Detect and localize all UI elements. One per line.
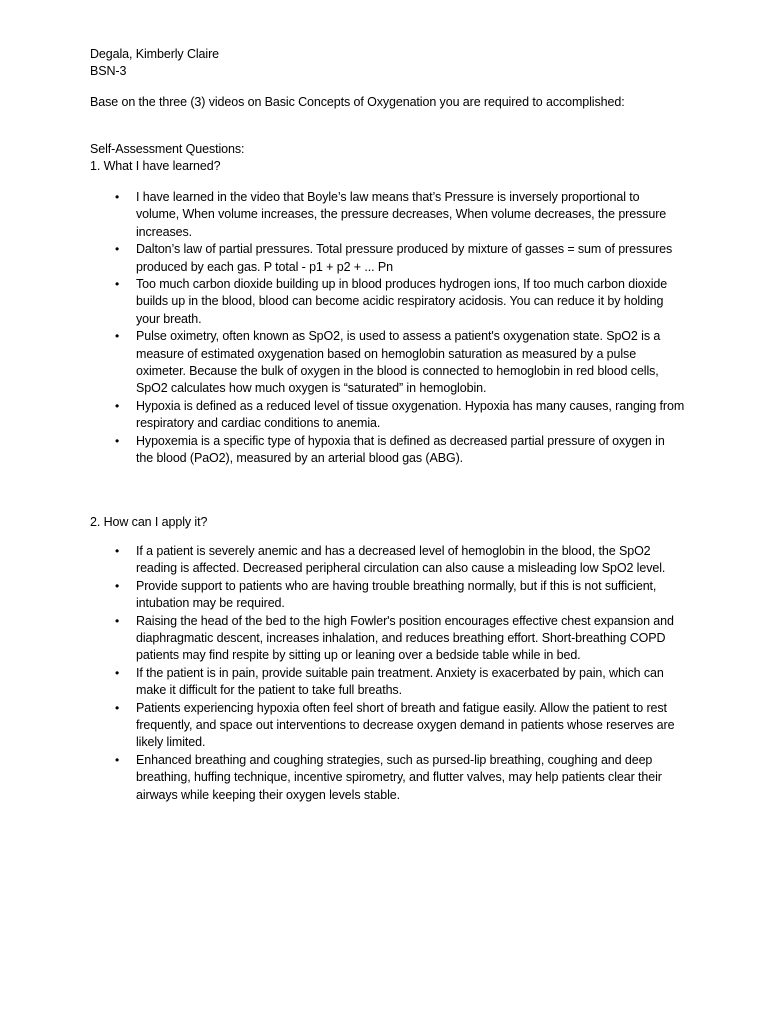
list-item-text: Pulse oximetry, often known as SpO2, is used to assess a patient's oxygenation state. SpO2 is a measure of estimated oxygenation based on hemoglobin saturation as measured by a pulse oximeter. Because the bulk of oxygen in the blood is connected to hemoglobin in red blood cells, SpO2 calculates how much oxygen is “saturated” in hemoglobin. xyxy=(136,329,661,396)
list-item xyxy=(115,398,685,433)
list-item-text: Hypoxia is defined as a reduced level of tissue oxygenation. Hypoxia has many causes, ranging from respiratory and cardiac conditions to anemia. xyxy=(136,398,685,431)
question-1-list xyxy=(115,189,685,468)
bullet-icon: • xyxy=(115,329,120,344)
self-assessment-title: Self-Assessment Questions: xyxy=(90,142,245,156)
list-item-text: I have learned in the video that Boyle’s law means that’s Pressure is inversely proportional to volume, When volume increases, the pressure decreases, When volume decreases, the pressure increases. xyxy=(136,190,667,239)
list-item xyxy=(115,328,685,398)
list-item xyxy=(115,752,685,804)
list-item-text: Provide support to patients who are having trouble breathing normally, but if this is not sufficient, intubation may be required. xyxy=(136,578,657,611)
list-item-text: If a patient is severely anemic and has a decreased level of hemoglobin in the blood, the SpO2 reading is affected. Decreased peripheral circulation can also cause a misleading low SpO2 level. xyxy=(136,544,666,576)
list-item-text: Raising the head of the bed to the high Fowler's position encourages effective chest expansion and diaphragmatic descent, increases inhalation, and reduces breathing effort. Short-breathing COPD patients may find respite by sitting up or leaning over a bedside table while in bed. xyxy=(136,613,674,663)
question-2-list xyxy=(115,543,685,804)
bullet-icon: • xyxy=(115,544,120,558)
author-section: BSN-3 xyxy=(90,64,127,79)
bullet-icon: • xyxy=(115,433,120,448)
list-item xyxy=(115,665,685,700)
list-item-text: Dalton’s law of partial pressures. Total pressure produced by mixture of gasses = sum of pressures produced by each gas. P total - p1 + p2 + ... Pn xyxy=(136,242,673,274)
bullet-icon: • xyxy=(115,665,120,680)
list-item-text: Patients experiencing hypoxia often feel short of breath and fatigue easily. Allow the patient to rest frequently, and space out interventions to decrease oxygen demand in patients whose reserves are likely limited. xyxy=(136,700,675,750)
bullet-icon: • xyxy=(115,752,120,767)
list-item-text: Enhanced breathing and coughing strategies, such as pursed-lip breathing, coughing and deep breathing, huffing technique, incentive spirometry, and flutter valves, may help patients clear their airways while keeping their oxygen levels stable. xyxy=(136,752,662,802)
bullet-icon: • xyxy=(115,578,120,593)
author-name: Degala, Kimberly Claire xyxy=(90,47,219,61)
question-1-heading: 1. What I have learned? xyxy=(90,159,221,173)
bullet-icon: • xyxy=(115,398,120,413)
author-header xyxy=(90,46,690,81)
bullet-icon: • xyxy=(115,700,120,715)
question-2-heading: 2. How can I apply it? xyxy=(90,515,208,529)
instruction-text: Base on the three (3) videos on Basic Concepts of Oxygenation you are required to accomplished: xyxy=(90,95,625,109)
list-item-text: Too much carbon dioxide building up in blood produces hydrogen ions, If too much carbon dioxide builds up in the blood, blood can become acidic respiratory acidosis. You can reduce it by holding your breath. xyxy=(136,277,668,326)
bullet-icon: • xyxy=(115,277,120,292)
list-item xyxy=(115,578,685,613)
list-item xyxy=(115,189,685,241)
list-item xyxy=(115,276,685,328)
bullet-icon: • xyxy=(115,190,120,204)
list-item xyxy=(115,241,685,276)
list-item-text: Hypoxemia is a specific type of hypoxia that is defined as decreased partial pressure of oxygen in the blood (PaO2), measured by an arterial blood gas (ABG). xyxy=(136,433,665,466)
bullet-icon: • xyxy=(115,242,120,257)
list-item xyxy=(115,433,685,468)
list-item xyxy=(115,700,685,752)
bullet-icon: • xyxy=(115,613,120,628)
list-item xyxy=(115,543,685,578)
list-item xyxy=(115,613,685,665)
list-item-text: If the patient is in pain, provide suitable pain treatment. Anxiety is exacerbated by pain, which can make it difficult for the patient to take full breaths. xyxy=(136,665,664,698)
